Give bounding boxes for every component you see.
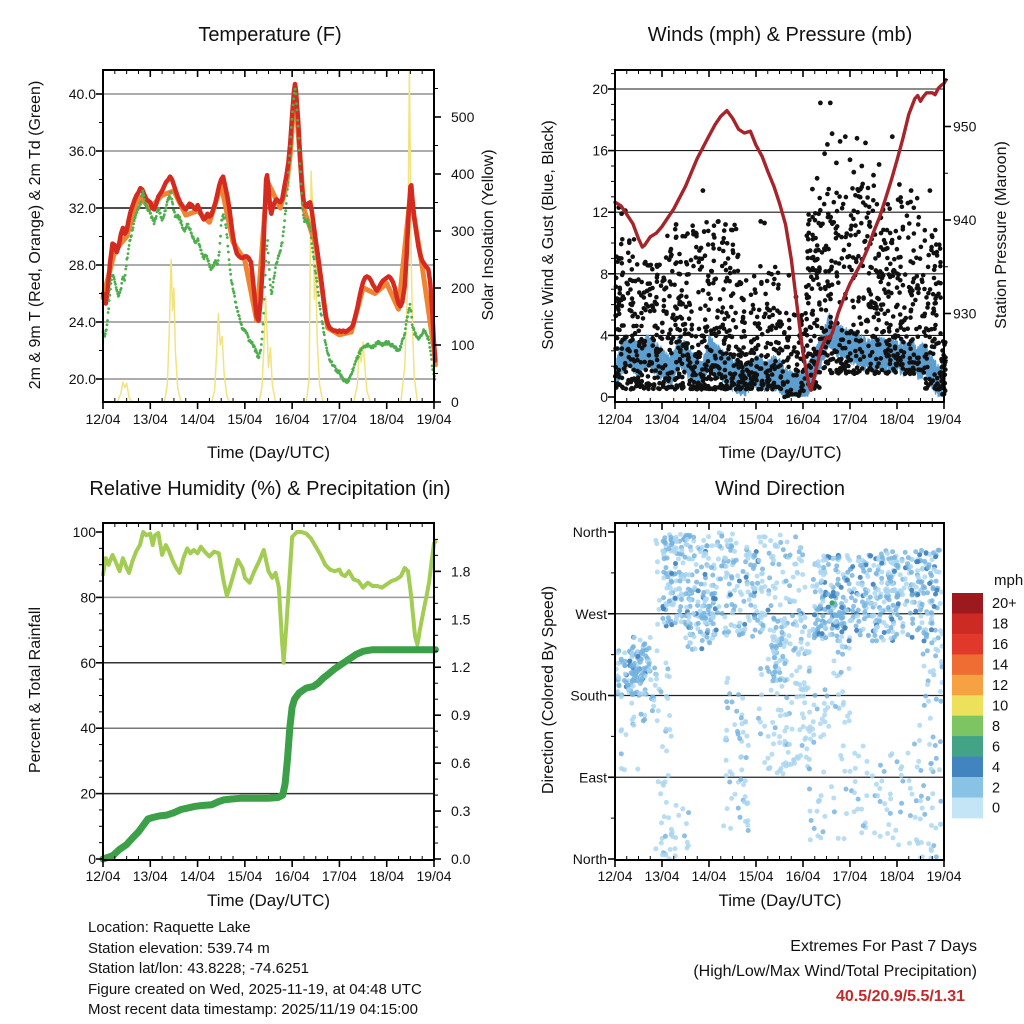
svg-text:16: 16 (592, 142, 608, 159)
svg-text:10: 10 (992, 698, 1009, 715)
svg-text:500: 500 (451, 109, 475, 125)
wind-direction-xlabel: Time (Day/UTC) (718, 891, 842, 910)
svg-text:40: 40 (80, 720, 96, 737)
svg-text:4: 4 (600, 327, 608, 344)
extremes-subtitle: (High/Low/Max Wind/Total Precipitation) (693, 963, 977, 980)
svg-text:15/04: 15/04 (227, 411, 263, 427)
svg-text:14: 14 (992, 657, 1009, 674)
extremes-block (577, 934, 977, 1009)
svg-text:0: 0 (600, 389, 608, 405)
svg-text:28.0: 28.0 (68, 257, 96, 273)
svg-text:20+: 20+ (992, 596, 1017, 613)
svg-text:19/04: 19/04 (926, 868, 962, 884)
svg-text:East: East (578, 769, 607, 786)
svg-text:940: 940 (953, 212, 977, 228)
svg-text:32.0: 32.0 (68, 200, 96, 216)
svg-text:15/04: 15/04 (738, 411, 774, 427)
svg-text:20: 20 (80, 785, 96, 802)
svg-text:13/04: 13/04 (644, 411, 680, 427)
winds-pressure-chart (592, 70, 976, 427)
svg-text:8: 8 (992, 718, 1001, 735)
colorbar-title: mph (994, 572, 1024, 589)
svg-text:2: 2 (992, 780, 1001, 797)
svg-text:80: 80 (80, 589, 96, 606)
svg-text:14/04: 14/04 (691, 868, 727, 884)
svg-text:14/04: 14/04 (691, 411, 727, 427)
svg-text:18/04: 18/04 (369, 868, 405, 884)
svg-text:12/04: 12/04 (597, 411, 633, 427)
svg-text:13/04: 13/04 (132, 411, 168, 427)
svg-text:24.0: 24.0 (68, 314, 96, 330)
humidity-precip-title: Relative Humidity (%) & Precipitation (in) (89, 478, 451, 500)
svg-text:16/04: 16/04 (785, 868, 821, 884)
svg-text:12/04: 12/04 (85, 411, 121, 427)
svg-text:17/04: 17/04 (321, 868, 357, 884)
svg-text:20: 20 (592, 81, 608, 97)
svg-text:0.6: 0.6 (451, 755, 471, 772)
svg-text:12/04: 12/04 (85, 868, 121, 884)
svg-text:100: 100 (72, 524, 96, 540)
svg-text:100: 100 (451, 337, 475, 353)
svg-text:18/04: 18/04 (879, 411, 915, 427)
wind-direction-ylabel-left: Direction (Colored By Speed) (540, 585, 557, 795)
station-info-block (88, 918, 422, 1021)
svg-text:36.0: 36.0 (68, 143, 96, 159)
svg-text:0.0: 0.0 (451, 851, 471, 867)
svg-text:12: 12 (992, 678, 1009, 695)
winds-xlabel: Time (Day/UTC) (718, 443, 842, 462)
svg-text:400: 400 (451, 166, 475, 182)
svg-text:20.0: 20.0 (68, 371, 96, 387)
svg-text:13/04: 13/04 (644, 868, 680, 884)
station-latlon: Station lat/lon: 43.8228; -74.6251 (88, 960, 310, 977)
svg-text:12/04: 12/04 (597, 868, 633, 884)
svg-text:West: West (575, 605, 607, 622)
winds-pressure-title: Winds (mph) & Pressure (mb) (647, 24, 913, 46)
svg-text:0: 0 (88, 851, 96, 867)
svg-text:17/04: 17/04 (832, 868, 868, 884)
svg-text:0.3: 0.3 (451, 803, 471, 820)
svg-text:North: North (572, 851, 607, 867)
svg-text:16/04: 16/04 (785, 411, 821, 427)
svg-text:18/04: 18/04 (369, 411, 405, 427)
svg-text:17/04: 17/04 (832, 411, 868, 427)
humidity-xlabel: Time (Day/UTC) (206, 891, 331, 910)
svg-text:16/04: 16/04 (274, 868, 310, 884)
temperature-title: Temperature (F) (198, 24, 342, 46)
svg-text:14/04: 14/04 (180, 868, 216, 884)
temperature-xlabel: Time (Day/UTC) (206, 443, 331, 462)
temperature-ylabel-left: 2m & 9m T (Red, Orange) & 2m Td (Green) (27, 80, 44, 390)
temperature-ylabel-right: Solar Insolation (Yellow) (480, 149, 497, 321)
winds-ylabel-left: Sonic Wind & Gust (Blue, Black) (540, 120, 557, 350)
svg-text:19/04: 19/04 (416, 868, 452, 884)
recent-timestamp: Most recent data timestamp: 2025/11/19 04:15:00 (88, 1001, 418, 1018)
humidity-precip-chart (73, 523, 471, 884)
svg-text:16: 16 (992, 637, 1009, 654)
svg-text:950: 950 (953, 118, 977, 135)
svg-text:16/04: 16/04 (274, 411, 310, 427)
svg-text:19/04: 19/04 (416, 411, 452, 427)
wind-direction-title: Wind Direction (714, 478, 846, 500)
svg-text:60: 60 (80, 654, 96, 671)
svg-text:19/04: 19/04 (926, 411, 962, 427)
svg-text:South: South (570, 687, 607, 704)
extremes-title: Extremes For Past 7 Days (790, 938, 977, 955)
svg-text:1.8: 1.8 (451, 563, 471, 580)
svg-text:12: 12 (592, 204, 608, 221)
svg-text:North: North (572, 524, 607, 541)
winds-ylabel-right: Station Pressure (Maroon) (993, 141, 1010, 329)
svg-text:4: 4 (992, 759, 1001, 776)
svg-text:1.2: 1.2 (451, 659, 471, 676)
svg-text:13/04: 13/04 (132, 868, 168, 884)
svg-text:8: 8 (600, 265, 608, 282)
humidity-ylabel-left: Percent & Total Rainfall (27, 607, 44, 774)
speed-colorbar (952, 593, 1017, 818)
svg-text:15/04: 15/04 (227, 868, 263, 884)
svg-text:18: 18 (992, 616, 1009, 633)
svg-text:1.5: 1.5 (451, 611, 471, 628)
svg-text:200: 200 (451, 280, 475, 296)
svg-text:40.0: 40.0 (68, 86, 96, 102)
temperature-chart (69, 70, 475, 427)
svg-text:18/04: 18/04 (879, 868, 915, 884)
wind-direction-chart (570, 523, 961, 884)
svg-text:300: 300 (451, 223, 475, 239)
station-elevation: Station elevation: 539.74 m (88, 939, 270, 957)
station-location: Location: Raquette Lake (88, 919, 251, 936)
svg-text:14/04: 14/04 (180, 411, 216, 427)
svg-text:0.9: 0.9 (451, 707, 471, 724)
svg-text:0: 0 (992, 800, 1001, 817)
svg-text:15/04: 15/04 (738, 868, 774, 884)
svg-text:6: 6 (992, 739, 1001, 756)
extremes-values: 40.5/20.9/5.5/1.31 (836, 988, 965, 1005)
svg-text:0: 0 (451, 394, 459, 410)
figure-created: Figure created on Wed, 2025-11-19, at 04:48 UTC (88, 980, 422, 998)
svg-text:930: 930 (953, 305, 977, 322)
svg-text:17/04: 17/04 (321, 411, 357, 427)
